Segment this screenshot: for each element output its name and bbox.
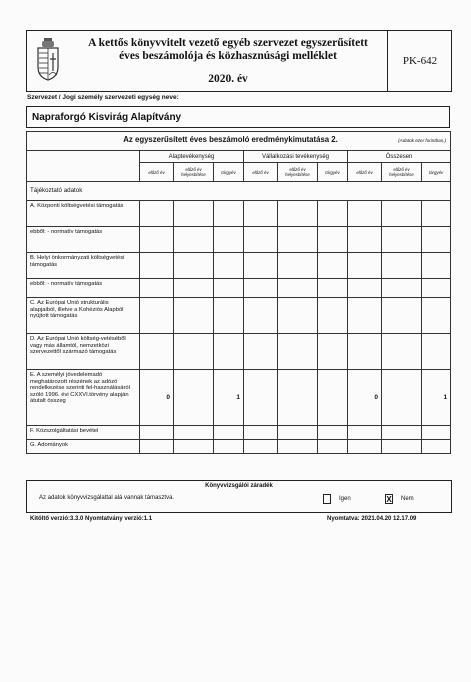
value-cell xyxy=(214,298,244,334)
value-cell xyxy=(174,370,214,426)
value-cell xyxy=(422,334,451,370)
value-cell: 1 xyxy=(214,370,244,426)
value-cell xyxy=(214,334,244,370)
row-label: ebből: - normatív támogatás xyxy=(27,279,140,298)
value-cell xyxy=(318,298,348,334)
value-cell xyxy=(382,227,422,253)
value-cell xyxy=(214,279,244,298)
subcol-header: előző év helyesbítése xyxy=(278,163,318,182)
group-header: Alaptevékenység xyxy=(140,151,244,163)
value-cell xyxy=(278,370,318,426)
form-code: PK-642 xyxy=(387,31,452,91)
value-cell xyxy=(348,279,382,298)
row-label: D. Az Európai Unió költség-vetéséből vagy más államtól, nemzetközi szervezettől származó támogatás xyxy=(27,334,140,370)
value-cell xyxy=(140,440,174,454)
coat-of-arms-icon xyxy=(35,37,61,81)
value-cell xyxy=(244,426,278,440)
value-cell xyxy=(318,253,348,279)
value-cell xyxy=(140,334,174,370)
value-cell xyxy=(244,253,278,279)
no-checkbox[interactable]: X xyxy=(386,495,392,504)
value-cell xyxy=(422,279,451,298)
value-cell xyxy=(382,440,422,454)
value-cell xyxy=(278,334,318,370)
no-label: Nem xyxy=(401,496,414,502)
title-line-2: éves beszámolója és közhasznúsági melléklet xyxy=(119,50,337,62)
value-cell xyxy=(174,253,214,279)
yes-label: Igen xyxy=(339,496,351,502)
yes-checkbox[interactable] xyxy=(323,494,331,504)
row-label: B. Helyi önkormányzati költségvetési támogatás xyxy=(27,253,140,279)
value-cell xyxy=(422,426,451,440)
value-cell xyxy=(140,426,174,440)
value-cell xyxy=(140,279,174,298)
value-cell xyxy=(382,426,422,440)
value-cell xyxy=(174,298,214,334)
value-cell xyxy=(140,227,174,253)
value-cell: 0 xyxy=(140,370,174,426)
value-cell xyxy=(348,298,382,334)
value-cell xyxy=(278,253,318,279)
table-row xyxy=(27,334,451,370)
value-cell xyxy=(382,279,422,298)
value-cell xyxy=(318,334,348,370)
value-cell xyxy=(278,227,318,253)
value-cell xyxy=(318,201,348,227)
value-cell: 0 xyxy=(348,370,382,426)
value-cell xyxy=(174,440,214,454)
value-cell xyxy=(382,253,422,279)
auditor-question: Az adatok könyvvizsgálattal alá vannak támasztva. xyxy=(39,495,175,501)
table-row xyxy=(27,298,451,334)
value-cell xyxy=(244,370,278,426)
value-cell xyxy=(140,253,174,279)
value-cell xyxy=(278,279,318,298)
value-cell xyxy=(382,298,422,334)
row-label: E. A személyi jövedelemadó meghatározott részének az adózó rendelkezése szerinti fel-használásáról szóló 1996. évi CXXVI.törvény alapján átutalt összeg xyxy=(27,370,140,426)
group-header: Vállalkozási tevékenység xyxy=(244,151,348,163)
value-cell xyxy=(382,370,422,426)
value-cell xyxy=(174,227,214,253)
value-cell xyxy=(348,334,382,370)
organization-label: Szervezet / Jogi személy szervezeti egység neve: xyxy=(27,94,179,101)
row-label: A. Központi költségvetési támogatás xyxy=(27,201,140,227)
table-caption xyxy=(27,132,451,151)
value-cell xyxy=(422,298,451,334)
value-cell xyxy=(318,440,348,454)
value-cell xyxy=(348,201,382,227)
value-cell xyxy=(174,426,214,440)
auditor-clause xyxy=(26,480,452,513)
table-row xyxy=(27,440,451,454)
value-cell xyxy=(174,201,214,227)
value-cell xyxy=(318,426,348,440)
table-row xyxy=(27,279,451,298)
table-row xyxy=(27,253,451,279)
table-row xyxy=(27,201,451,227)
value-cell xyxy=(214,426,244,440)
subcol-header: előző év xyxy=(244,163,278,182)
value-cell xyxy=(348,440,382,454)
value-cell xyxy=(278,426,318,440)
header-corner xyxy=(27,151,140,182)
unit-note: (Adatok ezer forintban.) xyxy=(398,138,447,143)
value-cell xyxy=(244,201,278,227)
value-cell xyxy=(214,253,244,279)
value-cell xyxy=(348,253,382,279)
value-cell xyxy=(174,279,214,298)
subcol-header: tárgyév xyxy=(214,163,244,182)
table-row xyxy=(27,227,451,253)
value-cell xyxy=(278,201,318,227)
row-label: ebből: - normatív támogatás xyxy=(27,227,140,253)
value-cell xyxy=(318,370,348,426)
subcol-header: tárgyév xyxy=(318,163,348,182)
value-cell xyxy=(348,227,382,253)
table-row xyxy=(27,426,451,440)
auditor-clause-title: Könyvvizsgálói záradék xyxy=(205,483,273,489)
value-cell xyxy=(214,440,244,454)
group-header: Összesen xyxy=(348,151,451,163)
organization-name: Napraforgó Kisvirág Alapítvány xyxy=(26,106,450,128)
title-line-1: A kettős könyvvitelt vezető egyéb szervezet egyszerűsített xyxy=(88,37,368,49)
subcol-header: előző év helyesbítése xyxy=(382,163,422,182)
value-cell xyxy=(244,227,278,253)
value-cell xyxy=(318,227,348,253)
table-title: Az egyszerűsített éves beszámoló eredménykimutatása 2. xyxy=(123,135,338,144)
value-cell xyxy=(278,440,318,454)
value-cell xyxy=(422,253,451,279)
row-label: C. Az Európai Unió strukturális alapjaiból, illetve a Kohéziós Alapból nyújtott támogatás xyxy=(27,298,140,334)
row-label: G. Adományok xyxy=(27,440,140,454)
report-year: 2020. év xyxy=(208,73,248,85)
value-cell xyxy=(244,440,278,454)
value-cell xyxy=(318,279,348,298)
value-cell xyxy=(244,334,278,370)
value-cell xyxy=(422,201,451,227)
subcol-header: előző év xyxy=(140,163,174,182)
value-cell xyxy=(422,440,451,454)
value-cell xyxy=(214,227,244,253)
income-statement-table xyxy=(26,131,451,454)
value-cell xyxy=(140,201,174,227)
form-title xyxy=(73,37,383,63)
value-cell xyxy=(348,426,382,440)
table-row xyxy=(27,370,451,426)
value-cell xyxy=(140,298,174,334)
subcol-header: előző év helyesbítése xyxy=(174,163,214,182)
version-info: Kitöltő verzió:3.3.0 Nyomtatvány verzió:1.1 xyxy=(30,516,153,522)
form-header xyxy=(26,30,452,92)
value-cell xyxy=(382,201,422,227)
info-row: Tájékoztató adatok xyxy=(27,182,451,201)
subcol-header: előző év xyxy=(348,163,382,182)
row-label: F. Közszolgáltatási bevétel xyxy=(27,426,140,440)
value-cell xyxy=(244,298,278,334)
value-cell xyxy=(422,227,451,253)
value-cell: 1 xyxy=(422,370,451,426)
value-cell xyxy=(382,334,422,370)
value-cell xyxy=(174,334,214,370)
value-cell xyxy=(244,279,278,298)
value-cell xyxy=(214,201,244,227)
value-cell xyxy=(278,298,318,334)
subcol-header: tárgyév xyxy=(422,163,451,182)
print-timestamp: Nyomtatva: 2021.04.20 12.17.09 xyxy=(327,516,417,522)
